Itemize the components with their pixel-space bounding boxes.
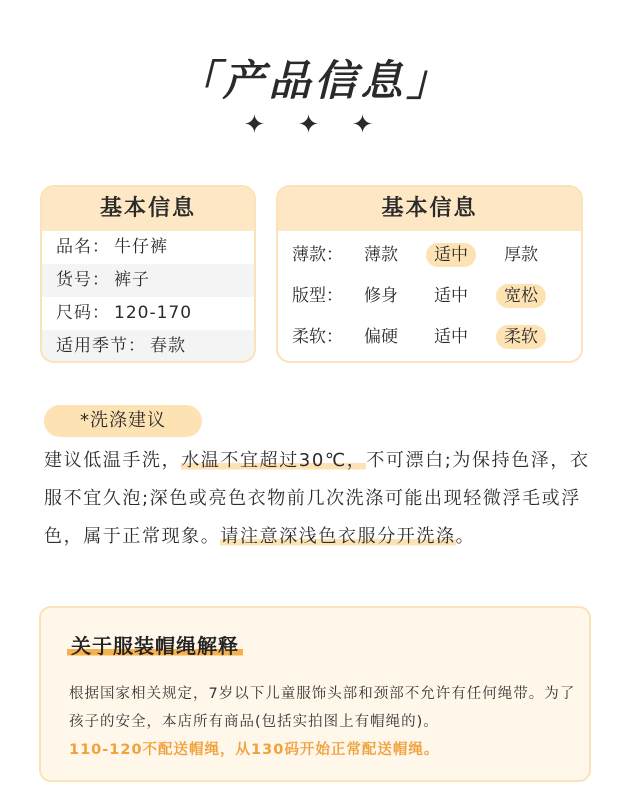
spec-label: 版型：: [292, 286, 343, 306]
drawstring-notice-card: [39, 606, 591, 782]
spec-row-softness: [278, 317, 581, 358]
info-row-name: [42, 231, 254, 264]
info-label: 尺码：: [56, 303, 110, 323]
spec-row-fit: [278, 276, 581, 317]
info-label: 货号：: [56, 270, 110, 290]
info-value: 裤子: [114, 270, 150, 290]
spec-option: 薄款: [364, 245, 398, 265]
page-title: 「产品信息」: [176, 56, 453, 105]
info-row-sku: [42, 264, 254, 297]
spec-option-selected: 柔软: [496, 325, 546, 349]
notice-title: 关于服装帽绳解释: [67, 630, 243, 659]
spec-card: [276, 185, 583, 363]
washing-text-part: 。: [455, 526, 476, 547]
info-label: 品名：: [56, 237, 110, 257]
washing-badge: *洗涤建议: [44, 405, 202, 437]
info-row-size: [42, 297, 254, 330]
spec-row-thickness: [278, 235, 581, 276]
spec-label: 柔软：: [292, 327, 343, 347]
spec-option-selected: 宽松: [496, 284, 546, 308]
washing-highlight: 请注意深浅色衣服分开洗涤: [220, 526, 456, 547]
info-value: 春款: [150, 336, 186, 356]
info-value: 牛仔裤: [114, 237, 168, 257]
basic-info-heading: 基本信息: [42, 187, 254, 231]
info-value: 120-170: [114, 303, 193, 323]
spec-heading: 基本信息: [278, 187, 581, 231]
info-row-season: [42, 330, 254, 363]
basic-info-card: [40, 185, 256, 363]
notice-text: [69, 680, 579, 764]
spec-option: 厚款: [504, 245, 538, 265]
spec-option: 偏硬: [364, 327, 398, 347]
spec-option-selected: 适中: [426, 243, 476, 267]
washing-text-part: 建议低温手洗，: [44, 450, 182, 471]
notice-highlight: 110-120不配送帽绳，从130码开始正常配送帽绳。: [69, 742, 440, 758]
notice-body: 根据国家相关规定，7岁以下儿童服饰头部和颈部不允许有任何绳带。为了孩子的安全，本店所有商品(包括实拍图上有帽绳的)。: [69, 686, 576, 730]
washing-text-part: 不可漂白;为保持色泽，衣服不宜久泡;深色或亮色衣物前几次洗涤可能出现轻微浮毛或浮色，属于正常现象。: [44, 450, 590, 547]
spec-option: 修身: [364, 286, 398, 306]
star-decoration: ✦ ✦ ✦: [243, 110, 386, 140]
washing-highlight: 水温不宜超过30℃，: [181, 450, 367, 471]
spec-option: 适中: [434, 327, 468, 347]
spec-option: 适中: [434, 286, 468, 306]
info-label: 适用季节：: [56, 336, 146, 356]
spec-label: 薄款：: [292, 245, 343, 265]
washing-text: [44, 442, 594, 556]
